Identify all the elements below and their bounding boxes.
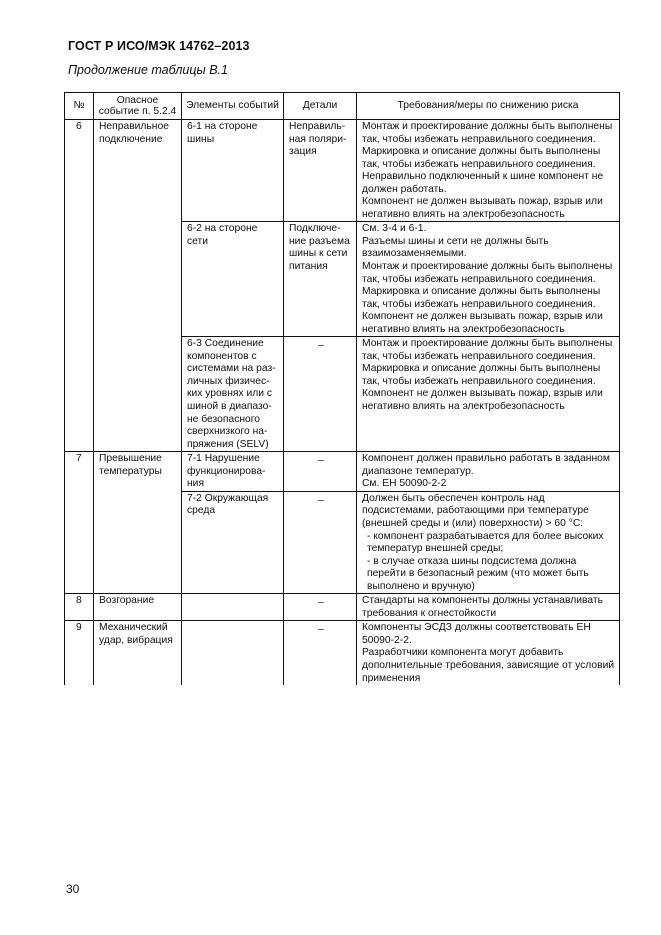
- requirements-cell: [357, 337, 620, 452]
- element-cell: 6-3 Соединение компонентов с системами на раз-личных физичес-ких уровнях или с шиной в диапазо-не безопасного сверхнизкого на-пряжения (SELV): [182, 337, 284, 452]
- requirement-line: Маркировка и описание должны быть выполнены так, чтобы избежать неправильного соединения.: [362, 363, 601, 387]
- page-number: 30: [66, 882, 80, 896]
- requirement-line: См. 3-4 и 6-1.: [362, 223, 427, 235]
- details-cell: –: [284, 337, 357, 452]
- table-header-row: [65, 93, 620, 120]
- row-number: 9: [65, 621, 94, 685]
- column-header-number: №: [65, 93, 94, 120]
- requirement-line: - компонент разрабатывается для более высоких температур внешней среды;: [367, 530, 604, 555]
- requirement-line: См. ЕН 50090-2-2: [362, 478, 447, 490]
- requirements-cell: [357, 621, 620, 685]
- requirement-line: Компонент не должен вызывать пожар, взрыв или негативно влиять на электробезопасность: [362, 388, 603, 413]
- table-row: [65, 452, 620, 492]
- requirement-line: Компоненты ЭСДЗ должны соответствовать ЕН 50090-2-2.: [362, 622, 591, 646]
- requirements-cell: [357, 491, 620, 593]
- details-cell: Подключе-ние разъема шины к сети питания: [284, 222, 357, 337]
- requirement-line: Неправильно подключенный к шине компонент не должен работать.: [362, 171, 604, 195]
- element-cell: [182, 621, 284, 685]
- row-number: 8: [65, 594, 94, 621]
- event-cell: Превышение температуры: [94, 452, 182, 594]
- column-header-event: Опасное событие п. 5.2.4: [94, 93, 182, 120]
- event-cell: Возгорание: [94, 594, 182, 621]
- document-title: ГОСТ Р ИСО/МЭК 14762–2013: [68, 39, 250, 53]
- requirement-line: Компонент не должен вызывать пожар, взрыв или негативно влиять на электробезопасность: [362, 311, 603, 335]
- requirement-line: Монтаж и проектирование должны быть выполнены так, чтобы избежать неправильного соединения.: [362, 338, 613, 362]
- requirement-line: Монтаж и проектирование должны быть выполнены так, чтобы избежать неправильного соединения.: [362, 121, 613, 145]
- table-row: [65, 594, 620, 621]
- column-header-elements: Элементы событий: [182, 93, 284, 120]
- row-number: 7: [65, 452, 94, 594]
- table-row: [65, 621, 620, 685]
- requirement-line: - в случае отказа шины подсистема должна перейти в безопасный режим (что может быть выполнено и вручную): [367, 555, 589, 592]
- requirement-line: Должен быть обеспечен контроль над подсистемами, работающими при температуре (внешней среды и (или) поверхности) > 60 °С:: [362, 492, 589, 529]
- requirements-cell: [357, 222, 620, 337]
- requirement-line: Компонент не должен вызывать пожар, взрыв или негативно влиять на электробезопасность: [362, 196, 603, 220]
- details-cell: –: [284, 594, 357, 621]
- details-cell: Неправиль-ная поляри-зация: [284, 120, 357, 222]
- requirement-line: Компонент должен правильно работать в заданном диапазоне температур.: [362, 453, 610, 477]
- requirements-cell: [357, 452, 620, 492]
- requirement-line: Разъемы шины и сети не должны быть взаимозаменяемыми.: [362, 235, 549, 260]
- element-cell: 6-2 на стороне сети: [182, 222, 284, 337]
- element-cell: 7-1 Нарушение функционирова-ния: [182, 452, 284, 492]
- requirement-line: Маркировка и описание должны быть выполнены так, чтобы избежать неправильного соединения.: [362, 146, 601, 170]
- element-cell: [182, 594, 284, 621]
- hazard-table: [64, 92, 620, 685]
- requirements-cell: [357, 594, 620, 621]
- table-continuation-caption: Продолжение таблицы В.1: [68, 63, 228, 77]
- column-header-requirements: Требования/меры по снижению риска: [357, 93, 620, 120]
- details-cell: –: [284, 491, 357, 593]
- event-cell: Неправильное подключение: [94, 120, 182, 452]
- requirement-line: Разработчики компонента могут добавить дополнительные требования, зависящие от условий применения: [362, 647, 615, 684]
- details-cell: –: [284, 452, 357, 492]
- requirement-line: Стандарты на компоненты должны устанавливать требования к огнестойкости: [362, 595, 603, 619]
- requirements-cell: [357, 120, 620, 222]
- requirement-line: Монтаж и проектирование должны быть выполнены так, чтобы избежать неправильного соединения.: [362, 261, 613, 285]
- row-number: 6: [65, 120, 94, 452]
- element-cell: 7-2 Окружающая среда: [182, 491, 284, 593]
- element-cell: 6-1 на стороне шины: [182, 120, 284, 222]
- requirement-line: Маркировка и описание должны быть выполнены так, чтобы избежать неправильного соединения.: [362, 286, 601, 310]
- event-cell: Механический удар, вибрация: [94, 621, 182, 685]
- details-cell: –: [284, 621, 357, 685]
- column-header-details: Детали: [284, 93, 357, 120]
- table-row: [65, 120, 620, 222]
